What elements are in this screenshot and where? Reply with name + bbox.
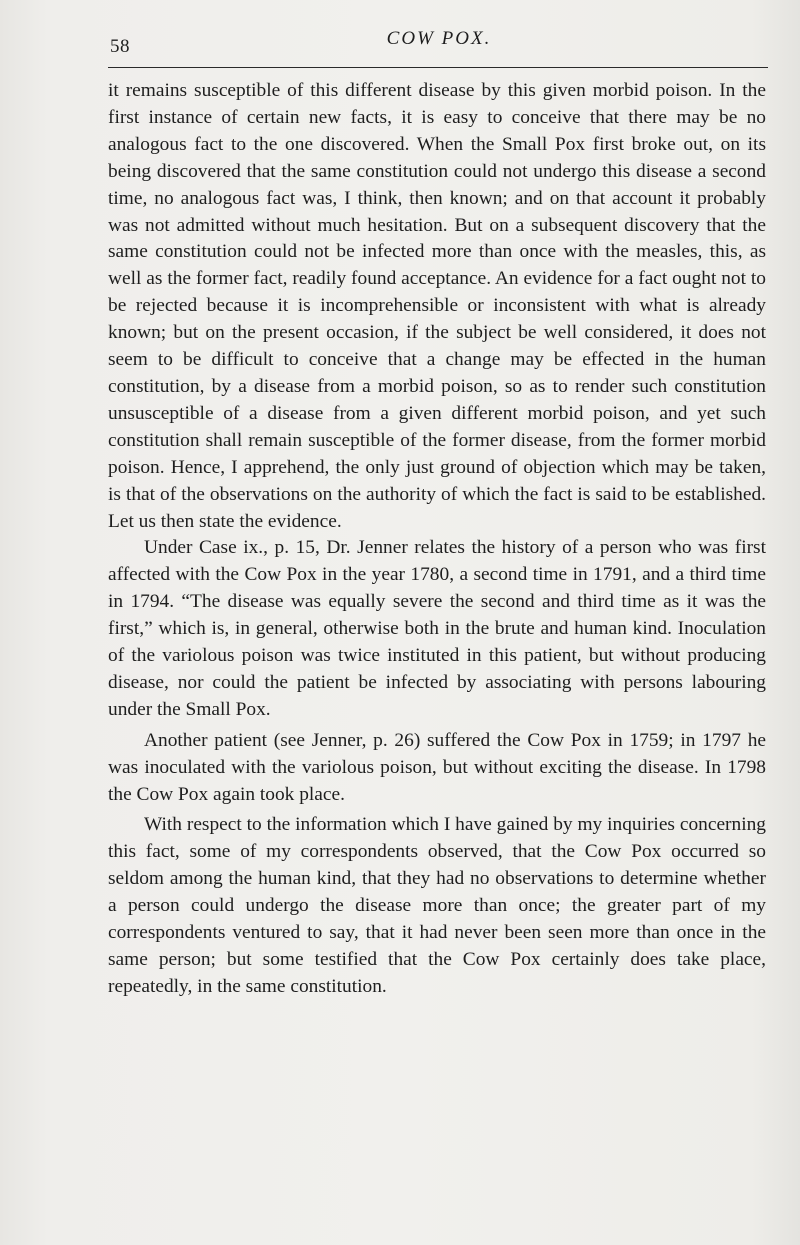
running-head [108,28,770,62]
paragraph-another-patient: Another patient (see Jenner, p. 26) suffered the Cow Pox in 1759; in 1797 he was inoculated with the variolous poison, but without exciting the disease. In 1798 the Cow Pox again took place. [108,729,766,805]
paragraph-correspondents: With respect to the information which I have gained by my inquiries concerning this fact, some of my correspondents observed, that the Cow Pox occurred so seldom among the human kind, that they had no observations to determine whether a person could undergo the disease more than once; the greater part of my correspondents ventured to say, that it had never been seen more than once in the same person; but some testified that the Cow Pox certainly does take place, repeatedly, in the same constitution. [108,814,766,997]
paragraph-case-ix: Under Case ix., p. 15, Dr. Jenner relates the history of a person who was first affected with the Cow Pox in the year 1780, a second time in 1791, and a third time in 1794. “The disease was equally severe the second and third time as it was the first,” which is, in general, otherwise both in the brute and human kind. Inoculation of the variolous poison was twice instituted in this patient, but without producing disease, nor could the patient be infected by associating with persons labouring under the Small Pox. [108,537,766,720]
paragraph-continuation: it remains susceptible of this different disease by this given morbid poison. In the first instance of certain new facts, it is easy to conceive that there may be no analogous fact to the one discovered. When the Small Pox first broke out, on its being discovered that the same constitution could not undergo this disease a second time, no analogous fact was, I think, then known; and on that account it probably was not admitted without much hesitation. But on a subsequent discovery that the same constitution could not be infected more than once with the measles, this, as well as the former fact, readily found acceptance. An evidence for a fact ought not to be rejected because it is incomprehensible or inconsistent with what is already known; but on the present occasion, if the subject be well considered, it does not seem to be difficult to conceive that a change may be effected in the human constitution, by a disease from a morbid poison, so as to render such constitution unsusceptible of a disease from a given different morbid poison, and yet such constitution shall remain susceptible of the former disease, from the former morbid poison. Hence, I apprehend, the only just ground of objection which may be taken, is that of the observations on the authority of which the fact is said to be established. Let us then state the evidence. [108,80,766,532]
body-text [108,78,766,1001]
header-rule [108,67,768,68]
page-number: 58 [110,36,130,57]
running-title: COW POX. [386,28,492,49]
